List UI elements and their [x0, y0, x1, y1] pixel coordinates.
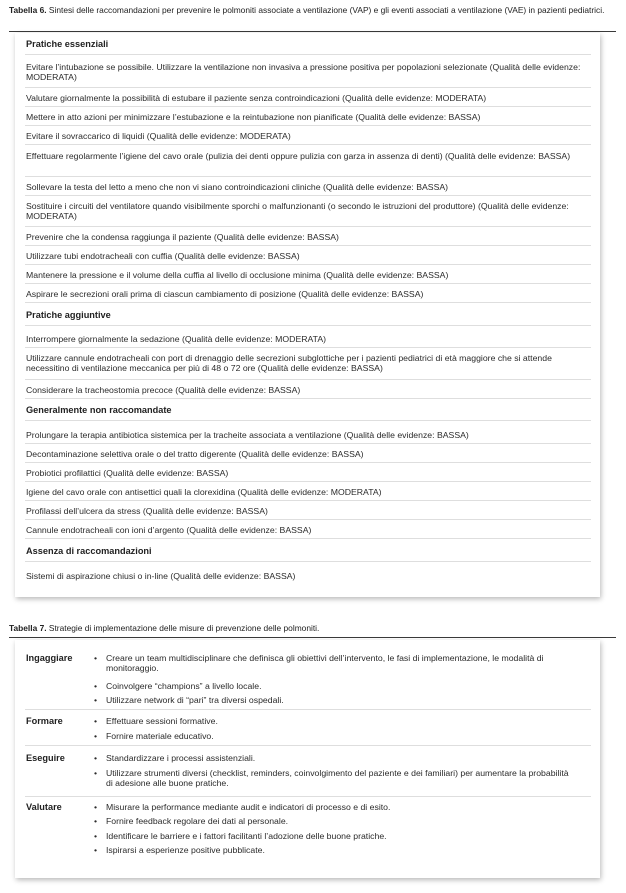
table-row: Evitare il sovraccarico di liquidi (Qualità delle evidenze: MODERATA): [26, 131, 291, 141]
table-row: Prolungare la terapia antibiotica sistemica per la tracheite associata a ventilazione (Qualità delle evidenze: BASSA): [26, 430, 469, 440]
bullet: •: [94, 695, 98, 705]
table-row: Sostituire i circuiti del ventilatore quando visibilmente sporchi o malfunzionanti (o secondo le istruzioni del produttore) (Qualità delle evidenze: MODERATA): [26, 201, 569, 222]
table-row: Decontaminazione selettiva orale o del tratto digerente (Qualità delle evidenze: BASSA): [26, 449, 364, 459]
section-heading: Assenza di raccomandazioni: [26, 546, 152, 556]
table-row: Utilizzare tubi endotracheali con cuffia (Qualità delle evidenze: BASSA): [26, 251, 300, 261]
list-item: • Coinvolgere “champions” a livello locale.: [94, 681, 262, 691]
table-row: Sistemi di aspirazione chiusi o in-line (Qualità delle evidenze: BASSA): [26, 571, 296, 581]
group-label: Formare: [26, 716, 63, 726]
row-divider: [25, 745, 591, 746]
table-row: Mantenere la pressione e il volume della cuffia al livello di occlusione minima (Qualità delle evidenze: BASSA): [26, 270, 449, 280]
row-divider: [25, 106, 591, 107]
group-label: Valutare: [26, 802, 62, 812]
list-item: • Creare un team multidisciplinare che definisca gli obiettivi dell’intervento, le fasi di implementazione, le modalità di monitoraggio.: [94, 653, 544, 674]
row-divider: [25, 325, 591, 326]
row-divider: [25, 87, 591, 88]
row-divider: [25, 226, 591, 227]
table6-top-rule: [9, 31, 616, 32]
bullet: •: [94, 653, 98, 663]
bullet: •: [94, 716, 98, 726]
table6-caption-label: Tabella 6.: [9, 5, 47, 15]
row-divider: [25, 379, 591, 380]
row-divider: [25, 125, 591, 126]
table-row: Interrompere giornalmente la sedazione (Qualità delle evidenze: MODERATA): [26, 334, 327, 344]
row-divider: [25, 538, 591, 539]
table-row: Aspirare le secrezioni orali prima di ciascun cambiamento di posizione (Qualità delle evidenze: BASSA): [26, 289, 424, 299]
group-label: Eseguire: [26, 753, 65, 763]
bullet: •: [94, 802, 98, 812]
bullet: •: [94, 845, 98, 855]
row-divider: [25, 54, 591, 55]
bullet: •: [94, 816, 98, 826]
table7-top-rule: [9, 637, 616, 638]
list-item: • Misurare la performance mediante audit e indicatori di processo e di esito.: [94, 802, 391, 812]
list-item: • Identificare le barriere e i fattori facilitanti l’adozione delle buone pratiche.: [94, 831, 387, 841]
row-divider: [25, 302, 591, 303]
row-divider: [25, 347, 591, 348]
table-row: Effettuare regolarmente l’igiene del cavo orale (pulizia dei denti oppure pulizia con garza in assenza di denti) (Qualità delle evidenze: BASSA): [26, 151, 571, 161]
row-divider: [25, 420, 591, 421]
table7-caption-label: Tabella 7.: [9, 623, 47, 633]
row-divider: [25, 481, 591, 482]
table7-caption-text: Strategie di implementazione delle misure di prevenzione delle polmoniti.: [46, 623, 320, 633]
table-row: Considerare la tracheostomia precoce (Qualità delle evidenze: BASSA): [26, 385, 301, 395]
table6-caption-text: Sintesi delle raccomandazioni per prevenire le polmoniti associate a ventilazione (VAP) e gli eventi associati a ventilazione (VAE) in pazienti pediatrici.: [46, 5, 605, 15]
table-row: Evitare l’intubazione se possibile. Utilizzare la ventilazione non invasiva a pressione positiva per popolazioni selezionate (Qualità delle evidenze: MODERATA): [26, 62, 581, 83]
table-row: Cannule endotracheali con ioni d’argento (Qualità delle evidenze: BASSA): [26, 525, 312, 535]
row-divider: [25, 561, 591, 562]
table-row: Profilassi dell’ulcera da stress (Qualità delle evidenze: BASSA): [26, 506, 268, 516]
row-divider: [25, 500, 591, 501]
bullet: •: [94, 731, 98, 741]
list-item: • Utilizzare network di “pari” tra diversi ospedali.: [94, 695, 284, 705]
table-row: Sollevare la testa del letto a meno che non vi siano controindicazioni cliniche (Qualità delle evidenze: BASSA): [26, 182, 449, 192]
row-divider: [25, 709, 591, 710]
table-row: Mettere in atto azioni per minimizzare l’estubazione e la reintubazione non pianificate (Qualità delle evidenze: BASSA): [26, 112, 481, 122]
row-divider: [25, 176, 591, 177]
table-row: Igiene del cavo orale con antisettici quali la clorexidina (Qualità delle evidenze: MODERATA): [26, 487, 382, 497]
row-divider: [25, 264, 591, 265]
row-divider: [25, 195, 591, 196]
list-item: • Fornire feedback regolare dei dati al personale.: [94, 816, 289, 826]
bullet: •: [94, 753, 98, 763]
table6-caption: [9, 5, 614, 16]
bullet: •: [94, 768, 98, 778]
list-item: • Utilizzare strumenti diversi (checklist, reminders, coinvolgimento del paziente e dei familiari) per aumentare la probabilità di adesione alle buone pratiche.: [94, 768, 569, 789]
row-divider: [25, 443, 591, 444]
table7: [15, 640, 600, 878]
list-item: • Ispirarsi a esperienze positive pubblicate.: [94, 845, 265, 855]
table7-caption: [9, 623, 614, 634]
row-divider: [25, 144, 591, 145]
row-divider: [25, 796, 591, 797]
row-divider: [25, 245, 591, 246]
bullet: •: [94, 831, 98, 841]
bullet: •: [94, 681, 98, 691]
row-divider: [25, 283, 591, 284]
table6: [15, 33, 600, 597]
group-label: Ingaggiare: [26, 653, 73, 663]
list-item: • Standardizzare i processi assistenziali.: [94, 753, 256, 763]
table-row: Probiotici profilattici (Qualità delle evidenze: BASSA): [26, 468, 229, 478]
section-heading: Generalmente non raccomandate: [26, 405, 172, 415]
section-heading: Pratiche aggiuntive: [26, 310, 111, 320]
row-divider: [25, 519, 591, 520]
row-divider: [25, 462, 591, 463]
row-divider: [25, 398, 591, 399]
table-row: Prevenire che la condensa raggiunga il paziente (Qualità delle evidenze: BASSA): [26, 232, 339, 242]
table-row: Valutare giornalmente la possibilità di estubare il paziente senza controindicazioni (Qualità delle evidenze: MODERATA): [26, 93, 487, 103]
list-item: • Effettuare sessioni formative.: [94, 716, 218, 726]
list-item: • Fornire materiale educativo.: [94, 731, 214, 741]
section-heading: Pratiche essenziali: [26, 39, 109, 49]
table-row: Utilizzare cannule endotracheali con port di drenaggio delle secrezioni subglottiche per i pazienti pediatrici di età maggiore che si attende necessitino di ventilazione meccanica per più di 48 o 72 ore (Qualità delle evidenze: BASSA): [26, 353, 552, 374]
